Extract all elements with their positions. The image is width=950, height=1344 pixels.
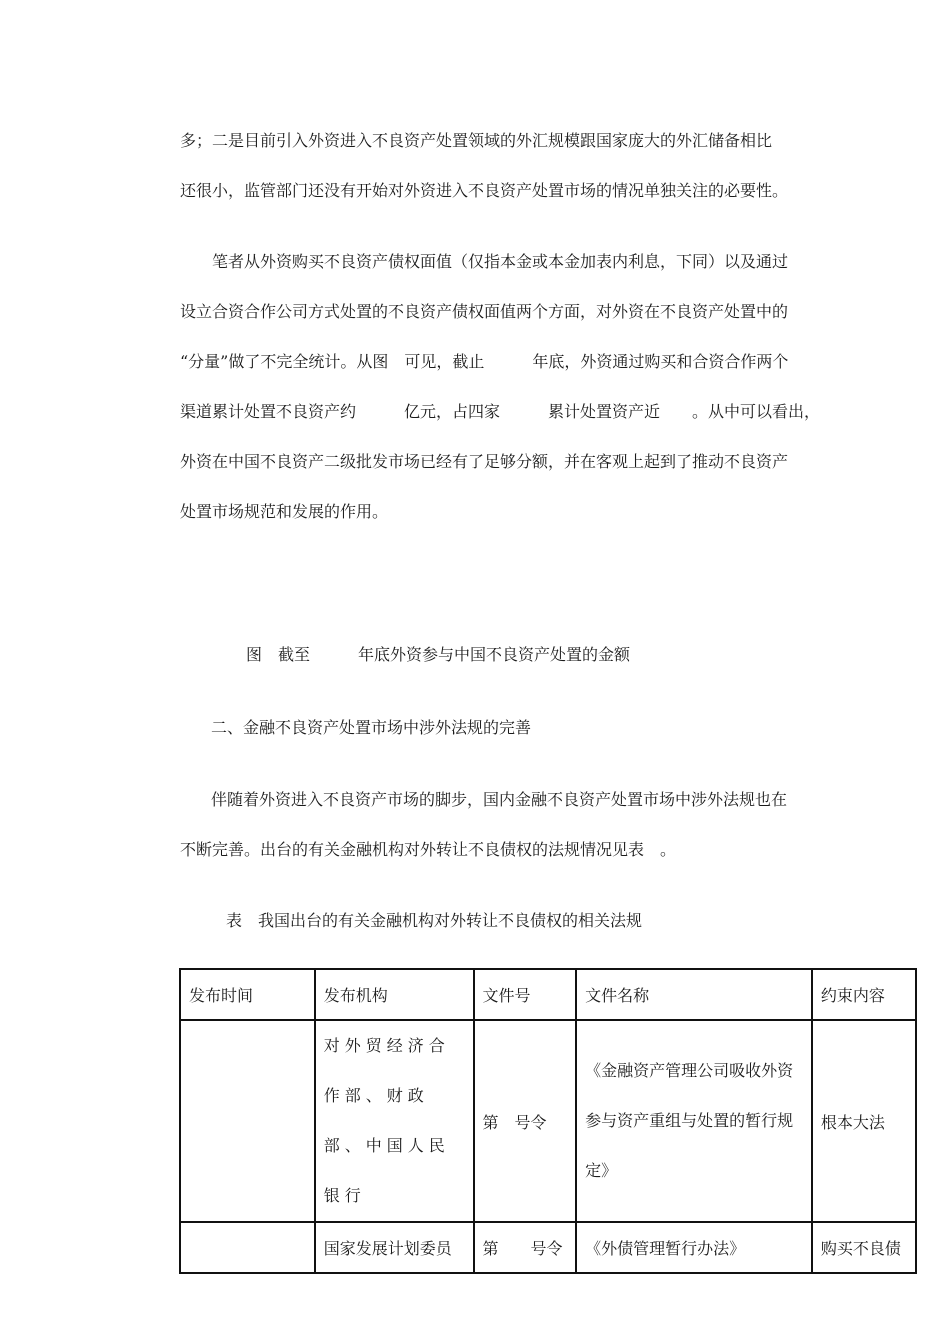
header-constraint: 约束内容 xyxy=(812,969,916,1020)
cell-doc-name: 《外债管理暂行办法》 xyxy=(576,1222,812,1273)
paragraph-2-line-5: 外资在中国不良资产二级批发市场已经有了足够分额，并在客观上起到了推动不良资产 xyxy=(180,452,789,471)
figure-caption: 图 截至 年底外资参与中国不良资产处置的金额 xyxy=(246,645,631,664)
regulations-table xyxy=(179,968,917,1274)
table-row xyxy=(180,1222,916,1273)
cell-doc-number: 第 号令 xyxy=(474,1222,577,1273)
table-row xyxy=(180,1020,916,1222)
cell-doc-name: 《金融资产管理公司吸收外资参与资产重组与处置的暂行规定》 xyxy=(576,1020,812,1222)
cell-agency: 对外贸经济合作部、财政部、中国人民银行 xyxy=(315,1020,474,1222)
paragraph-3-line-1: 伴随着外资进入不良资产市场的脚步，国内金融不良资产处置市场中涉外法规也在 xyxy=(211,790,788,809)
cell-release-time xyxy=(180,1222,315,1273)
paragraph-1-line-2: 还很小，监管部门还没有开始对外资进入不良资产处置市场的情况单独关注的必要性。 xyxy=(180,181,789,200)
paragraph-2-line-3: “分量”做了不完全统计。从图 可见，截止 年底，外资通过购买和合资合作两个 xyxy=(180,352,789,371)
header-agency: 发布机构 xyxy=(315,969,474,1020)
paragraph-2-line-6: 处置市场规范和发展的作用。 xyxy=(180,502,389,521)
cell-constraint: 根本大法 xyxy=(812,1020,916,1222)
cell-agency: 国家发展计划委员 xyxy=(315,1222,474,1273)
cell-release-time xyxy=(180,1020,315,1222)
section-heading: 二、金融不良资产处置市场中涉外法规的完善 xyxy=(211,718,532,737)
header-doc-number: 文件号 xyxy=(474,969,577,1020)
paragraph-2-line-1: 笔者从外资购买不良资产债权面值（仅指本金或本金加表内利息，下同）以及通过 xyxy=(212,252,789,271)
cell-doc-number: 第 号令 xyxy=(474,1020,577,1222)
table-caption: 表 我国出台的有关金融机构对外转让不良债权的相关法规 xyxy=(226,911,643,930)
paragraph-1-line-1: 多；二是目前引入外资进入不良资产处置领域的外汇规模跟国家庞大的外汇储备相比 xyxy=(180,131,773,150)
header-release-time: 发布时间 xyxy=(180,969,315,1020)
table-header-row xyxy=(180,969,916,1020)
paragraph-3-line-2: 不断完善。出台的有关金融机构对外转让不良债权的法规情况见表 。 xyxy=(180,840,677,859)
paragraph-2-line-2: 设立合资合作公司方式处置的不良资产债权面值两个方面，对外资在不良资产处置中的 xyxy=(180,302,789,321)
header-doc-name: 文件名称 xyxy=(576,969,812,1020)
paragraph-2-line-4: 渠道累计处置不良资产约 亿元，占四家 累计处置资产近 。从中可以看出， xyxy=(180,402,821,421)
cell-constraint: 购买不良债 xyxy=(812,1222,916,1273)
